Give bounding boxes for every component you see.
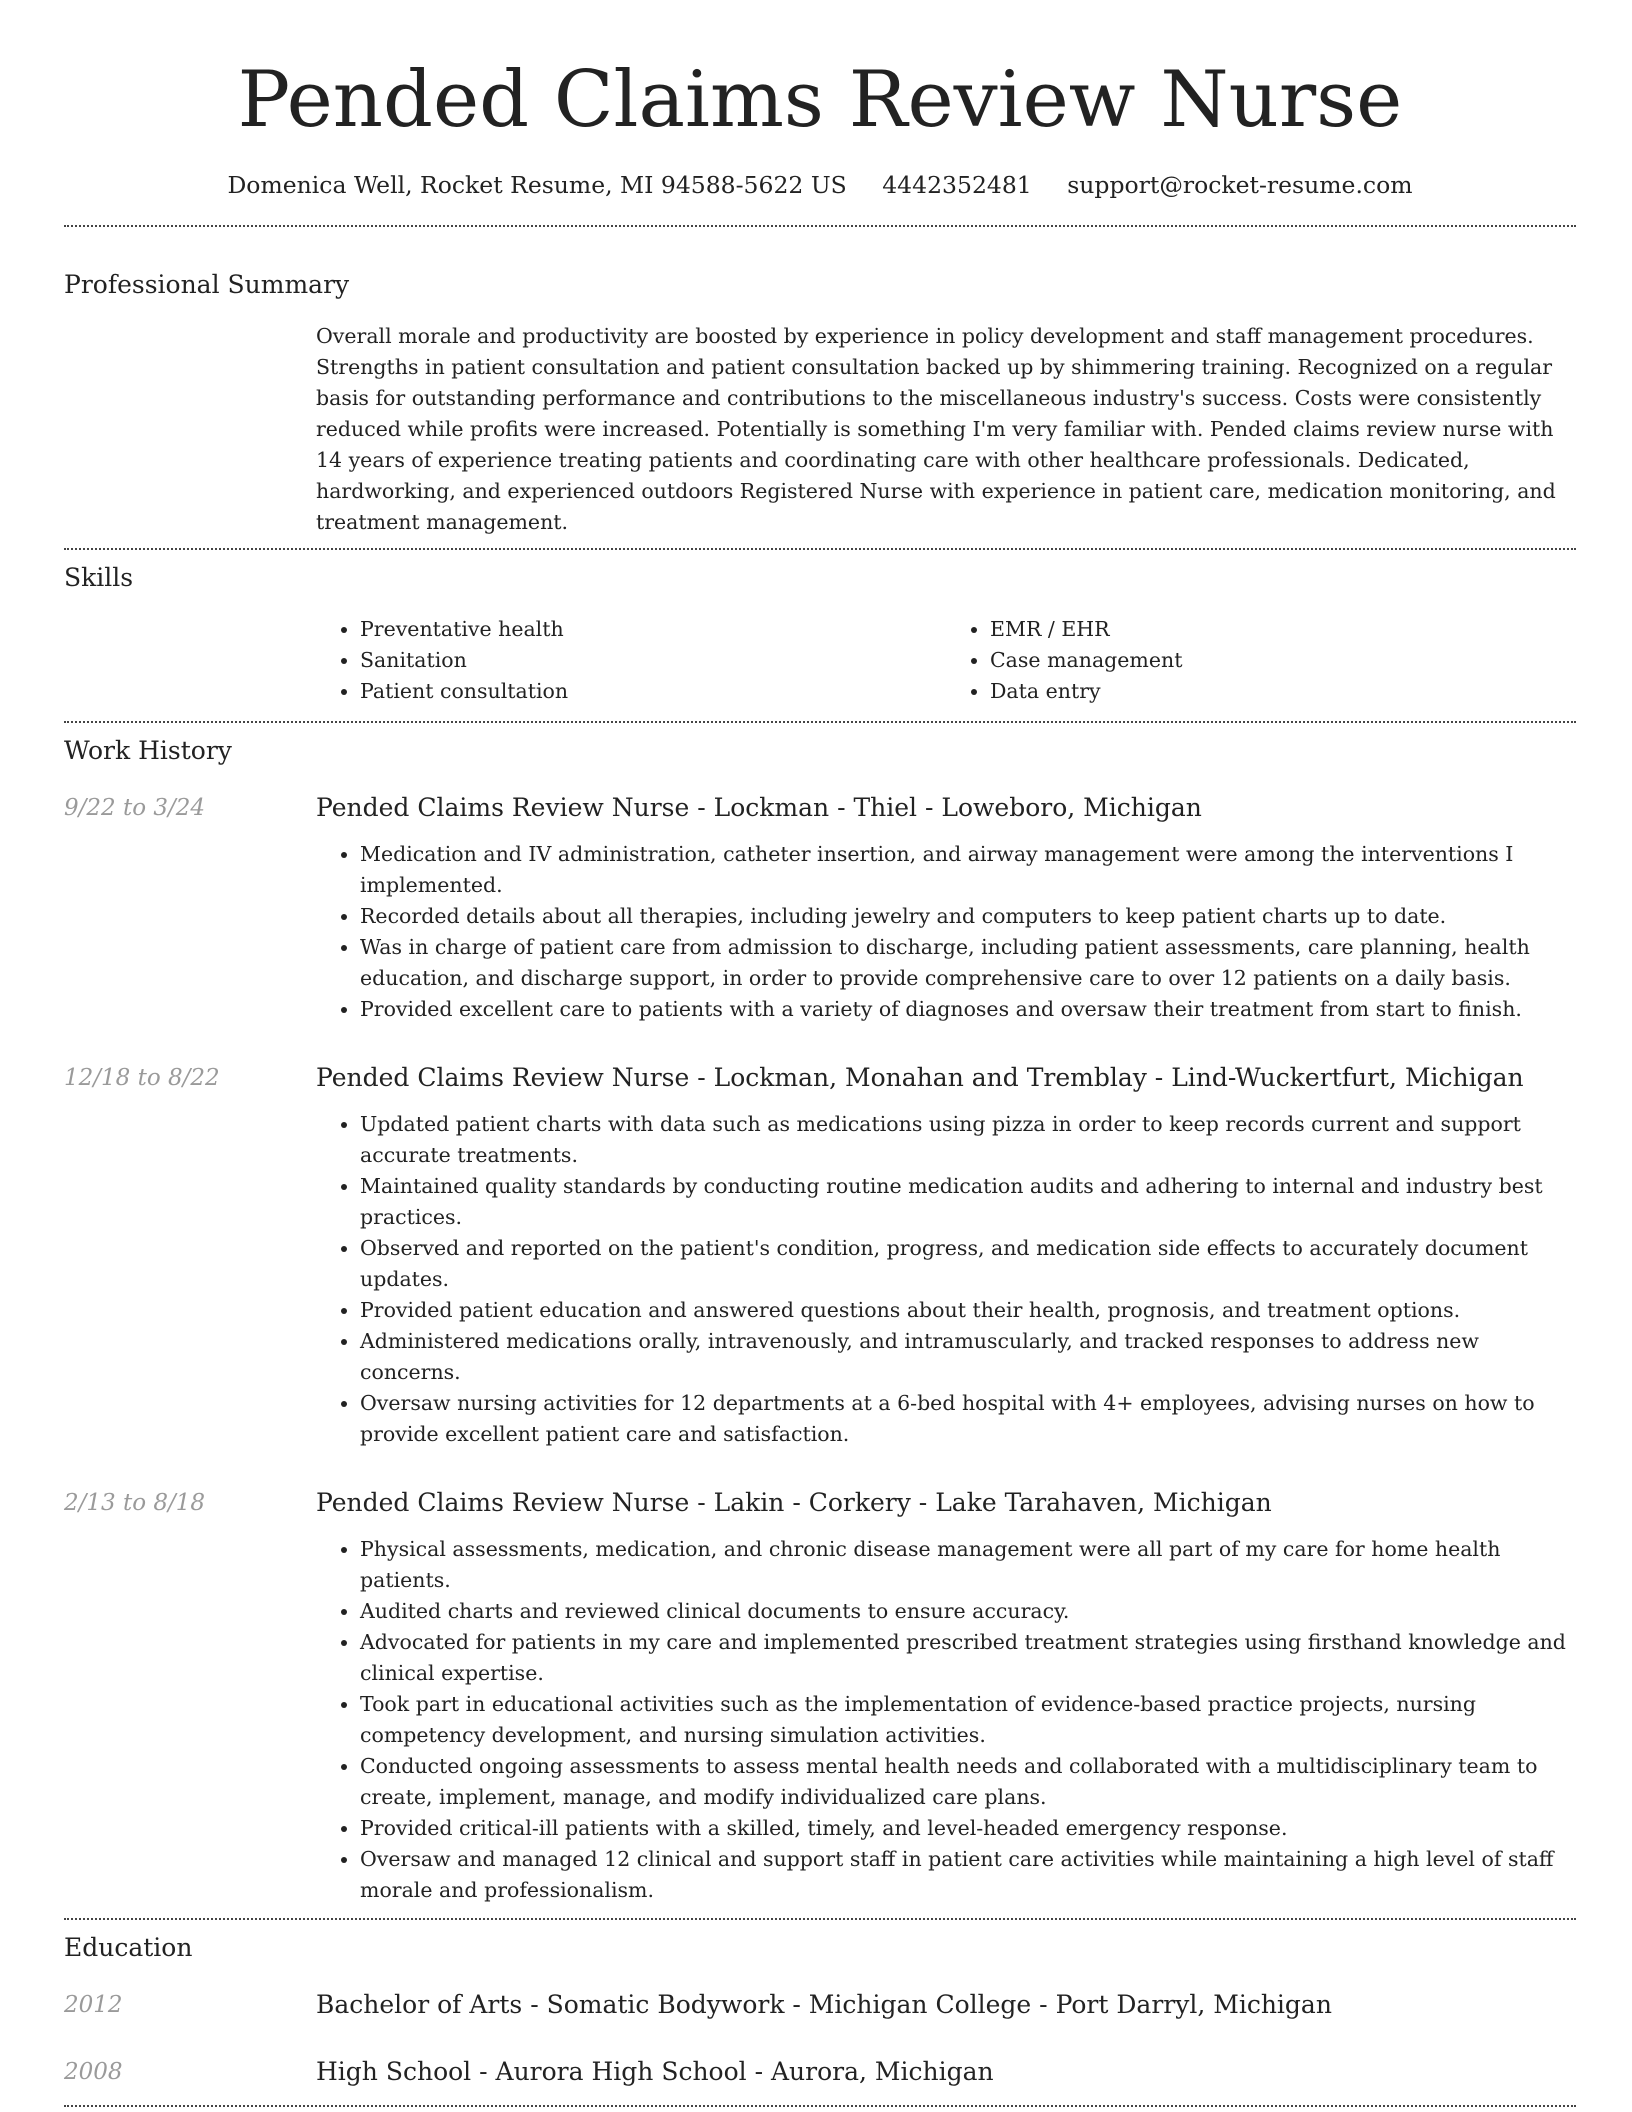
education-entry [64, 1988, 1576, 2022]
job-title: Pended Claims Review Nurse - Lakin - Corkery - Lake Tarahaven, Michigan [316, 1488, 1272, 1517]
contact-address: Domenica Well, Rocket Resume, MI 94588-5622 US [227, 171, 847, 199]
skills-list-right [946, 614, 1576, 707]
job-bullet: • Was in charge of patient care from admission to discharge, including patient assessments, care planning, health education, and discharge support, in order to provide comprehensive care to over 12 patients on a daily basis. [360, 932, 1576, 994]
skill-item: • Data entry [990, 676, 1576, 707]
skill-item: • Case management [990, 645, 1576, 676]
divider [64, 1918, 1576, 1920]
divider [64, 721, 1576, 723]
resume-title: Pended Claims Review Nurse [237, 55, 1403, 145]
divider [64, 2105, 1576, 2107]
job-bullets [316, 1534, 1576, 1906]
contact-info [64, 168, 1576, 202]
job-bullet: • Provided excellent care to patients with a variety of diagnoses and oversaw their treatment from start to finish. [360, 994, 1576, 1025]
job-dates: 9/22 to 3/24 [64, 795, 206, 821]
job-entry [64, 791, 1576, 1025]
job-bullets [316, 839, 1576, 1025]
job-bullet: • Recorded details about all therapies, including jewelry and computers to keep patient charts up to date. [360, 901, 1576, 932]
contact-email: support@rocket-resume.com [1067, 171, 1413, 199]
job-bullet: • Audited charts and reviewed clinical documents to ensure accuracy. [360, 1596, 1576, 1627]
job-bullet: • Provided critical-ill patients with a skilled, timely, and level-headed emergency response. [360, 1813, 1576, 1844]
job-bullet: • Updated patient charts with data such as medications using pizza in order to keep records current and support accurate treatments. [360, 1109, 1576, 1171]
job-bullet: • Administered medications orally, intravenously, and intramuscularly, and tracked responses to address new concerns. [360, 1326, 1576, 1388]
summary-heading: Professional Summary [64, 270, 350, 299]
job-bullet: • Physical assessments, medication, and chronic disease management were all part of my care for home health patients. [360, 1534, 1576, 1596]
contact-phone: 4442352481 [882, 171, 1032, 199]
divider [64, 548, 1576, 550]
job-bullet: • Oversaw nursing activities for 12 departments at a 6-bed hospital with 4+ employees, advising nurses on how to provide excellent patient care and satisfaction. [360, 1388, 1576, 1450]
job-bullet: • Maintained quality standards by conducting routine medication audits and adhering to internal and industry best practices. [360, 1171, 1576, 1233]
job-bullet: • Oversaw and managed 12 clinical and support staff in patient care activities while maintaining a high level of staff morale and professionalism. [360, 1844, 1576, 1906]
job-bullet: • Took part in educational activities such as the implementation of evidence-based practice projects, nursing competency development, and nursing simulation activities. [360, 1689, 1576, 1751]
skill-item: • EMR / EHR [990, 614, 1576, 645]
skills-section [64, 614, 1576, 707]
job-details [316, 1061, 1576, 1450]
education-heading: Education [64, 1933, 193, 1962]
education-details: Bachelor of Arts - Somatic Bodywork - Michigan College - Port Darryl, Michigan [316, 1990, 1332, 2019]
skill-item: • Preventative health [360, 614, 946, 645]
job-details [316, 791, 1576, 1025]
job-bullets [316, 1109, 1576, 1450]
job-entry [64, 1486, 1576, 1906]
education-details: High School - Aurora High School - Aurora, Michigan [316, 2057, 994, 2086]
skills-heading: Skills [64, 563, 134, 592]
skill-item: • Patient consultation [360, 676, 946, 707]
summary-text: Overall morale and productivity are boosted by experience in policy development and staff management procedures. Strengths in patient consultation and patient consultation backed up by shimmering training. Recognized on a regular basis for outstanding performance and contributions to the miscellaneous industry's success. Costs were consistently reduced while profits were increased. Potentially is something I'm very familiar with. Pended claims review nurse with 14 years of experience treating patients and coordinating care with other healthcare professionals. Dedicated, hardworking, and experienced outdoors Registered Nurse with experience in patient care, medication monitoring, and treatment management. [316, 324, 1556, 534]
skill-item: • Sanitation [360, 645, 946, 676]
education-year: 2012 [64, 1992, 123, 2018]
job-bullet: • Advocated for patients in my care and implemented prescribed treatment strategies using firsthand knowledge and clinical expertise. [360, 1627, 1576, 1689]
job-entry [64, 1061, 1576, 1450]
job-bullet: • Observed and reported on the patient's condition, progress, and medication side effects to accurately document updates. [360, 1233, 1576, 1295]
divider [64, 225, 1576, 227]
skills-columns [316, 614, 1576, 707]
education-entry [64, 2055, 1576, 2089]
job-dates: 2/13 to 8/18 [64, 1490, 206, 1516]
job-title: Pended Claims Review Nurse - Lockman, Monahan and Tremblay - Lind-Wuckertfurt, Michigan [316, 1063, 1524, 1092]
job-bullet: • Medication and IV administration, catheter insertion, and airway management were among the interventions I implemented. [360, 839, 1576, 901]
skills-list-left [316, 614, 946, 707]
job-bullet: • Provided patient education and answered questions about their health, prognosis, and treatment options. [360, 1295, 1576, 1326]
summary-section [64, 321, 1576, 538]
job-bullet: • Conducted ongoing assessments to assess mental health needs and collaborated with a multidisciplinary team to create, implement, manage, and modify individualized care plans. [360, 1751, 1576, 1813]
job-details [316, 1486, 1576, 1906]
resume-page [64, 0, 1576, 2107]
education-year: 2008 [64, 2059, 123, 2085]
job-dates: 12/18 to 8/22 [64, 1065, 220, 1091]
job-title: Pended Claims Review Nurse - Lockman - Thiel - Loweboro, Michigan [316, 793, 1202, 822]
work-heading: Work History [64, 736, 232, 765]
